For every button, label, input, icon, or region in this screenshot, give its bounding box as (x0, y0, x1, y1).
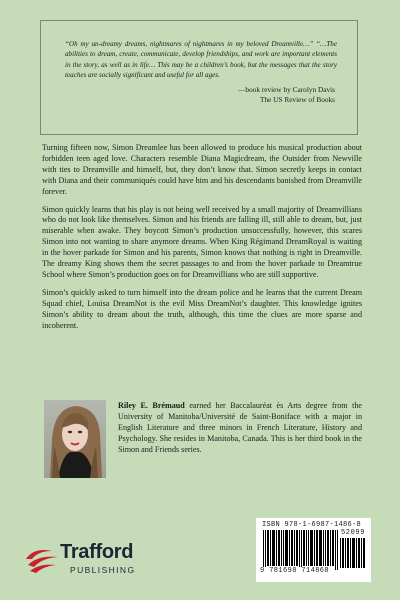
review-credit-author: —book review by Carolyn Davis (238, 84, 335, 94)
author-bio (118, 401, 362, 456)
book-description (42, 143, 362, 339)
description-paragraph-3: Simon’s quickly asked to turn himself into the dream police and he learns that the current Dream Squad chief, Louisa DreamNot is the evil Miss DreamNot’s daughter. This knowledge ignites Simon’s ability to dream about the truth, although, this time the clues are more sparse and incoherent. (42, 287, 362, 330)
publisher-tagline: PUBLISHING (70, 565, 136, 575)
barcode-box (256, 518, 371, 582)
publisher-logo (24, 537, 154, 581)
addon-digits: 52099 (341, 529, 366, 537)
review-quote: “Oh my un-dreamy dreams, nightmares of nightmares in my beloved Dreamville…” “…The abilities to dream, create, communicate, develop friendships, and work are important elements in the story, as well as in life… This may be a children’s book, but the messages that the story teaches are socially significant and useful for all ages. (65, 40, 337, 80)
author-name: Riley E. Brémaud (118, 401, 185, 410)
ean-barcode (263, 530, 339, 570)
description-paragraph-2: Simon quickly learns that his play is not being well received by a small majority of Dreamvillians who do not look like themselves. Simon and his friends are falling ill, still able to dream, but, just miserable when awake. They boycott Simon’s production unsuccessfully, however, this scares Simon into not wanting to share anymore dreams. When King Régimand DreamRoyal is waiting in the hover parkade for Simon and his parents, Simon knows that nothing is right in Dreamville. The dreamy King shows them the secret passages to and from the hover parkade to Dreamtrue School where Simon’s production goes on for Dreamvillians who are still supportive. (42, 204, 362, 279)
ean-digits: 9 781698 714868 (260, 567, 330, 575)
author-photo (44, 400, 106, 478)
publisher-name: Trafford (60, 541, 134, 563)
review-box (40, 20, 358, 135)
description-paragraph-1: Turning fifteen now, Simon Dreamlee has been allowed to produce his musical production about forbidden teen aged love. Characters resemble Diana Magicdream, the Outsider from Newville with ties to Dreamville and himself, but, they don’t know that. Simon secretly keeps in contact with Diana and their communiqués could have him and his descendants banished from Dreamville forever. (42, 143, 362, 196)
review-credit (65, 85, 337, 106)
trafford-emblem-icon (24, 545, 60, 575)
review-credit-source: The US Review of Books (260, 95, 335, 105)
author-bio-text: earned her Baccalauréat ès Arts degree from the University of Manitoba/Université de Saint-Boniface with a major in English Literature and three minors in French Literature, History and Psychology. She resides in Manitoba, Canada. This is her third book in the Simon and Friends series. (118, 401, 363, 454)
addon-barcode (340, 538, 366, 568)
isbn-text: ISBN 978-1-6987-1486-8 (262, 521, 362, 529)
